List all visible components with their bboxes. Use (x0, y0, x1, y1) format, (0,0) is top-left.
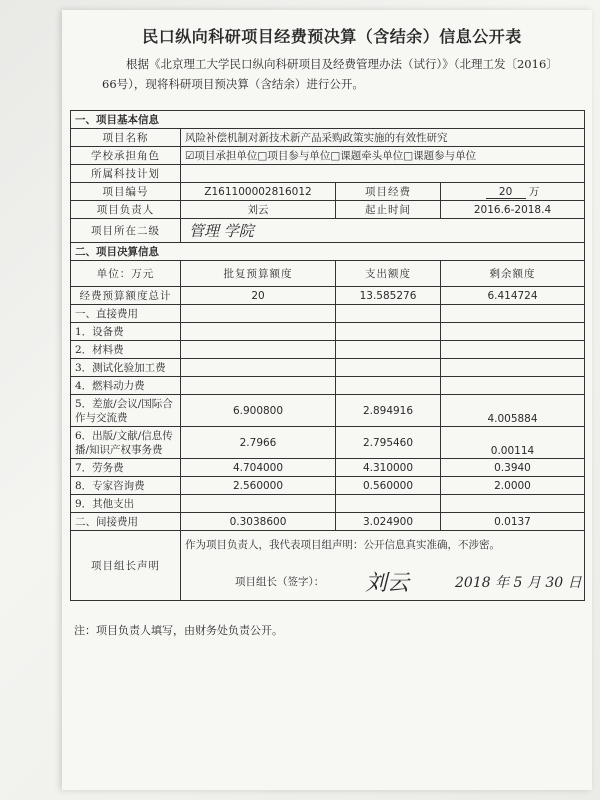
row-label: 2．材料费 (71, 341, 181, 359)
row-remaining (441, 359, 585, 377)
col-spent: 支出额度 (336, 261, 441, 287)
row-label: 二、间接费用 (71, 513, 181, 531)
row-spent: 4.310000 (336, 459, 441, 477)
code-value: Z161100002816012 (181, 183, 336, 201)
budget-row (71, 323, 585, 341)
budget-row (71, 427, 585, 459)
row-approved: 2.560000 (181, 477, 336, 495)
row-spent (336, 305, 441, 323)
code-label: 项目编号 (71, 183, 181, 201)
row-label: 经费预算额度总计 (71, 287, 181, 305)
budget-unit: 万 (528, 186, 540, 198)
row-remaining: 4.005884 (441, 395, 585, 427)
row-approved (181, 359, 336, 377)
sign-date: 2018 年 5 月 30 日 (455, 575, 582, 591)
row-label: 1．设备费 (71, 323, 181, 341)
budget-row (71, 359, 585, 377)
row-remaining: 2.0000 (441, 477, 585, 495)
leader-value: 刘云 (181, 201, 336, 219)
col-unit: 单位：万元 (71, 261, 181, 287)
row-remaining (441, 305, 585, 323)
row-approved: 0.3038600 (181, 513, 336, 531)
row-spent: 2.795460 (336, 427, 441, 459)
row-label: 9．其他支出 (71, 495, 181, 513)
row-remaining (441, 323, 585, 341)
row-label: 8．专家咨询费 (71, 477, 181, 495)
row-remaining (441, 495, 585, 513)
budget-row (71, 477, 585, 495)
document-page (62, 10, 592, 790)
row-remaining: 0.00114 (441, 427, 585, 459)
dept-label: 项目所在二级 (71, 219, 181, 243)
budget-row (71, 395, 585, 427)
row-spent (336, 341, 441, 359)
budget-row (71, 495, 585, 513)
row-remaining: 0.3940 (441, 459, 585, 477)
budget-label: 项目经费 (336, 183, 441, 201)
budget-row (71, 513, 585, 531)
row-approved (181, 323, 336, 341)
row-approved (181, 377, 336, 395)
row-spent: 0.560000 (336, 477, 441, 495)
row-spent (336, 377, 441, 395)
declaration-cell (181, 531, 585, 601)
row-spent: 3.024900 (336, 513, 441, 531)
row-approved (181, 495, 336, 513)
row-spent (336, 323, 441, 341)
row-remaining (441, 341, 585, 359)
budget-row (71, 305, 585, 323)
row-spent (336, 495, 441, 513)
dept-value: 管理 学院 (181, 219, 585, 243)
plan-label: 所属科技计划 (71, 165, 181, 183)
row-approved: 2.7966 (181, 427, 336, 459)
budget-row (71, 287, 585, 305)
row-spent: 2.894916 (336, 395, 441, 427)
budget-value: 20 (486, 186, 526, 199)
footer-note: 注：项目负责人填写，由财务处负责公开。 (74, 624, 283, 637)
section1-heading: 一、项目基本信息 (71, 111, 585, 129)
budget-rows (71, 287, 585, 531)
name-value: 风险补偿机制对新技术新产品采购政策实施的有效性研究 (181, 129, 585, 147)
leader-label: 项目负责人 (71, 201, 181, 219)
row-label: 5．差旅/会议/国际合作与交流费 (71, 395, 181, 427)
page-title: 民口纵向科研项目经费预决算（含结余）信息公开表 (142, 27, 522, 46)
intro-paragraph: 根据《北京理工大学民口纵向科研项目及经费管理办法（试行）》（北理工发〔2016〕66号），现将科研项目预决算（含结余）进行公开。 (102, 57, 558, 91)
row-approved (181, 305, 336, 323)
row-remaining: 6.414724 (441, 287, 585, 305)
row-label: 一、直接费用 (71, 305, 181, 323)
row-approved: 4.704000 (181, 459, 336, 477)
section2-heading: 二、项目决算信息 (71, 243, 585, 261)
col-approved: 批复预算额度 (181, 261, 336, 287)
col-remaining: 剩余额度 (441, 261, 585, 287)
budget-row (71, 459, 585, 477)
info-table (70, 110, 585, 601)
row-approved (181, 341, 336, 359)
budget-cell (441, 183, 585, 201)
signature: 刘云 (365, 571, 410, 596)
period-label: 起止时间 (336, 201, 441, 219)
row-approved: 20 (181, 287, 336, 305)
row-label: 3．测试化验加工费 (71, 359, 181, 377)
budget-row (71, 377, 585, 395)
row-spent (336, 359, 441, 377)
row-label: 6．出版/文献/信息传播/知识产权事务费 (71, 427, 181, 459)
row-remaining (441, 377, 585, 395)
declaration-text: 作为项目负责人，我代表项目组声明：公开信息真实准确，不涉密。 (185, 539, 500, 551)
plan-value (181, 165, 585, 183)
sign-label: 项目组长（签字）： (235, 576, 325, 588)
row-spent: 13.585276 (336, 287, 441, 305)
budget-row (71, 341, 585, 359)
row-label: 4．燃料动力费 (71, 377, 181, 395)
role-value: ☑项目承担单位□项目参与单位□课题牵头单位□课题参与单位 (181, 147, 585, 165)
role-label: 学校承担角色 (71, 147, 181, 165)
row-remaining: 0.0137 (441, 513, 585, 531)
row-label: 7．劳务费 (71, 459, 181, 477)
declaration-label: 项目组长声明 (71, 531, 181, 601)
name-label: 项目名称 (71, 129, 181, 147)
period-value: 2016.6-2018.4 (441, 201, 585, 219)
row-approved: 6.900800 (181, 395, 336, 427)
